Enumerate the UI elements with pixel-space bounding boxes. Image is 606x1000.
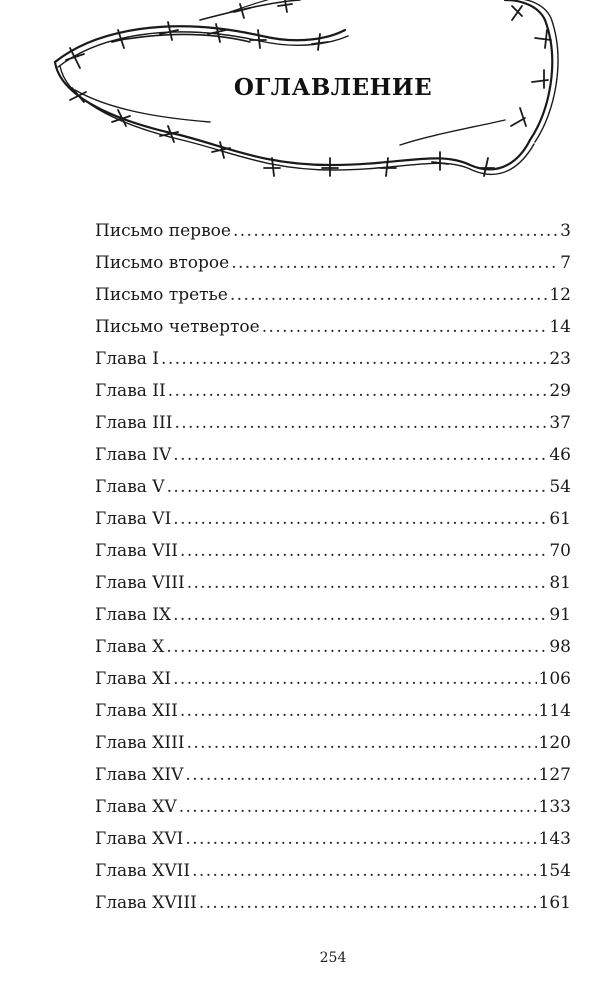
dot-leader xyxy=(173,667,536,692)
toc-entry xyxy=(95,475,571,507)
dot-leader xyxy=(185,763,536,788)
toc-entry xyxy=(95,667,571,699)
toc-entry-label: Глава XVIII xyxy=(95,893,197,913)
dot-leader xyxy=(166,635,547,660)
toc-entry-page: 29 xyxy=(549,381,571,401)
toc-entry-label: Письмо первое xyxy=(95,221,231,241)
toc-entry-label: Глава XV xyxy=(95,797,177,817)
toc-entry xyxy=(95,859,571,891)
toc-entry-label: Глава IX xyxy=(95,605,172,625)
toc-entry-label: Глава XIII xyxy=(95,733,185,753)
toc-entry xyxy=(95,699,571,731)
dot-leader xyxy=(187,571,548,596)
toc-entry-label: Глава VI xyxy=(95,509,172,529)
toc-entry xyxy=(95,379,571,411)
toc-entry xyxy=(95,507,571,539)
toc-entry xyxy=(95,827,571,859)
toc-entry-label: Глава VII xyxy=(95,541,179,561)
toc-entry-label: Глава VIII xyxy=(95,573,185,593)
toc-entry-page: 7 xyxy=(560,253,571,273)
toc-entry-label: Глава IV xyxy=(95,445,172,465)
toc-entry-page: 12 xyxy=(549,285,571,305)
dot-leader xyxy=(192,859,536,884)
page-number: 254 xyxy=(319,950,347,966)
dot-leader xyxy=(173,507,547,532)
dot-leader xyxy=(199,891,537,916)
dot-leader xyxy=(233,219,558,244)
toc-entry-page: 143 xyxy=(538,829,571,849)
dot-leader xyxy=(173,603,547,628)
toc-entry-label: Глава XI xyxy=(95,669,172,689)
toc-entry xyxy=(95,603,571,635)
toc-entry xyxy=(95,635,571,667)
toc-entry xyxy=(95,219,571,251)
dot-leader xyxy=(262,315,548,340)
toc-entry-label: Глава XIV xyxy=(95,765,184,785)
toc-entry-label: Глава X xyxy=(95,637,165,657)
toc-entry-label: Письмо третье xyxy=(95,285,228,305)
toc-entry-page: 37 xyxy=(549,413,571,433)
dot-leader xyxy=(173,443,547,468)
toc-entry-page: 46 xyxy=(549,445,571,465)
toc-entry-page: 61 xyxy=(549,509,571,529)
dot-leader xyxy=(230,283,547,308)
toc-entry xyxy=(95,411,571,443)
dot-leader xyxy=(180,539,547,564)
toc-entry-label: Глава I xyxy=(95,349,160,369)
toc-entry xyxy=(95,251,571,283)
toc-entry-page: 154 xyxy=(538,861,571,881)
toc-entry-page: 14 xyxy=(549,317,571,337)
toc-entry-label: Письмо четвертое xyxy=(95,317,260,337)
dot-leader xyxy=(187,731,537,756)
toc-entry-page: 98 xyxy=(549,637,571,657)
toc-entry-page: 23 xyxy=(549,349,571,369)
toc-entry-page: 161 xyxy=(538,893,571,913)
page-title: ОГЛАВЛЕНИЕ xyxy=(233,74,433,101)
dot-leader xyxy=(168,379,548,404)
toc-entry-label: Письмо второе xyxy=(95,253,230,273)
toc-entry xyxy=(95,443,571,475)
toc-entry-page: 120 xyxy=(538,733,571,753)
toc-entry xyxy=(95,891,571,923)
toc-entry-page: 133 xyxy=(538,797,571,817)
dot-leader xyxy=(174,411,547,436)
dot-leader xyxy=(185,827,536,852)
toc-entry xyxy=(95,795,571,827)
toc-entry-label: Глава XII xyxy=(95,701,178,721)
toc-entry xyxy=(95,731,571,763)
toc-entry xyxy=(95,539,571,571)
toc-entry-label: Глава III xyxy=(95,413,173,433)
toc-entry-label: Глава XVI xyxy=(95,829,184,849)
toc-entry xyxy=(95,283,571,315)
toc-entry-page: 70 xyxy=(549,541,571,561)
dot-leader xyxy=(167,475,548,500)
dot-leader xyxy=(231,251,558,276)
toc-entry xyxy=(95,571,571,603)
dot-leader xyxy=(179,795,537,820)
toc-entry-page: 127 xyxy=(538,765,571,785)
toc-entry-page: 81 xyxy=(549,573,571,593)
toc-entry-page: 114 xyxy=(538,701,571,721)
toc-entry-label: Глава V xyxy=(95,477,165,497)
toc-entry-label: Глава XVII xyxy=(95,861,191,881)
toc-entry xyxy=(95,315,571,347)
toc-entry-page: 54 xyxy=(549,477,571,497)
barbed-wire-icon xyxy=(0,0,606,210)
table-of-contents xyxy=(95,219,571,923)
toc-entry xyxy=(95,347,571,379)
toc-entry xyxy=(95,763,571,795)
dot-leader xyxy=(180,699,537,724)
toc-entry-page: 3 xyxy=(560,221,571,241)
toc-entry-page: 91 xyxy=(549,605,571,625)
toc-entry-label: Глава II xyxy=(95,381,166,401)
toc-entry-page: 106 xyxy=(538,669,571,689)
dot-leader xyxy=(161,347,547,372)
